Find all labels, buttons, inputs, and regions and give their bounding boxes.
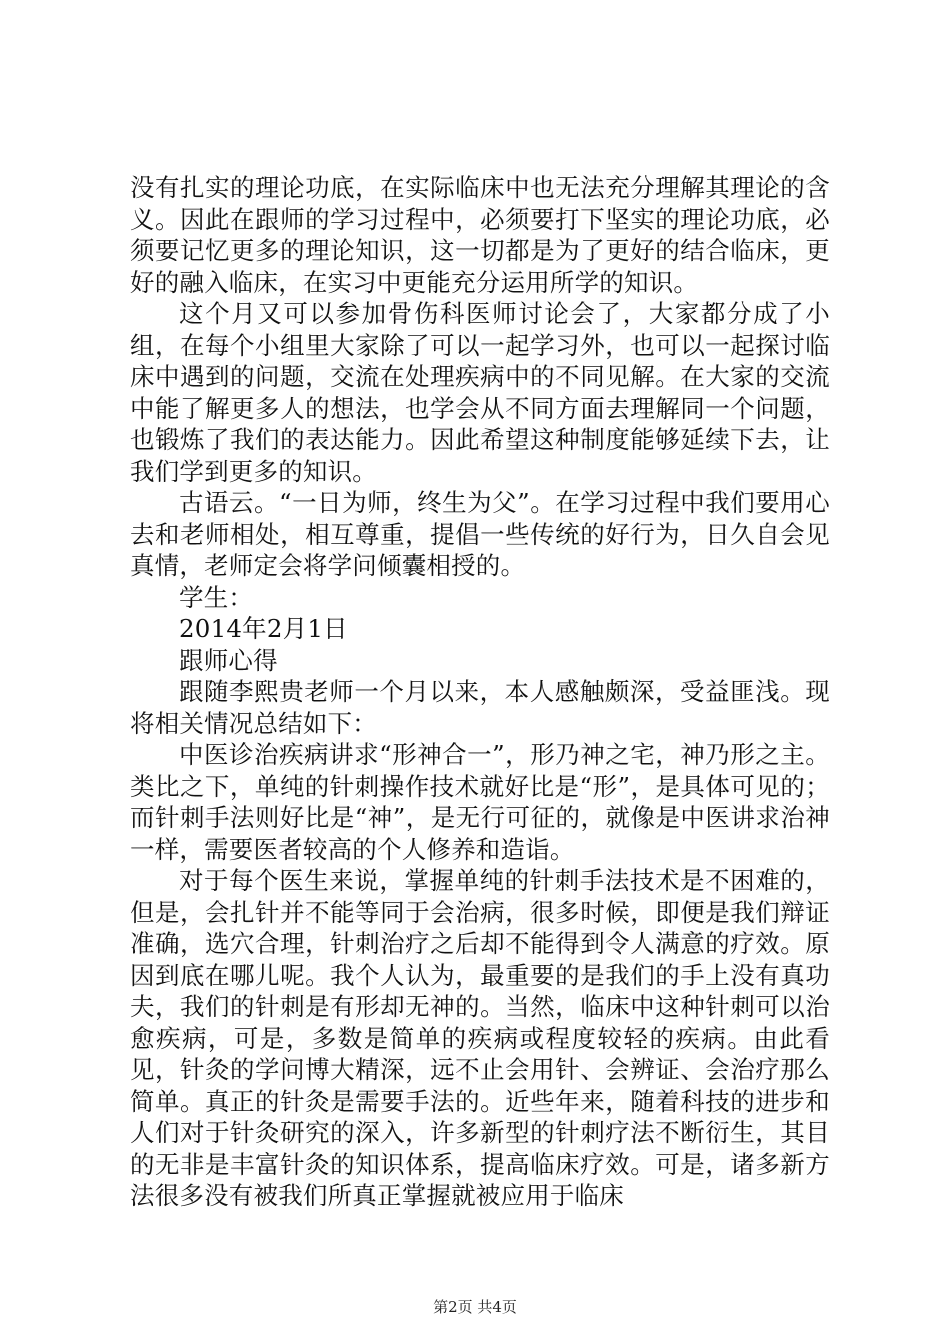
paragraph-3: 古语云。“一日为师，终生为父”。在学习过程中我们要用心去和老师相处，相互尊重，提倡一些传统的好行为，日久自会见真情，老师定会将学问倾囊相授的。 — [130, 488, 830, 580]
signature-student: 学生： — [179, 582, 254, 612]
document-body — [130, 172, 830, 1212]
paragraph-2: 这个月又可以参加骨伤科医师讨论会了，大家都分成了小组，在每个小组里大家除了可以一起学习外，也可以一起探讨临床中遇到的问题，交流在处理疾病中的不同见解。在大家的交流中能了解更多人的想法，也学会从不同方面去理解同一个问题，也锻炼了我们的表达能力。因此希望这种制度能够延续下去，让我们学到更多的知识。 — [130, 299, 830, 486]
paragraph-6: 对于每个医生来说，掌握单纯的针刺手法技术是不困难的，但是，会扎针并不能等同于会治病，很多时候，即便是我们辩证准确，选穴合理，针刺治疗之后却不能得到令人满意的疗效。原因到底在哪儿呢。我个人认为，最重要的是我们的手上没有真功夫，我们的针刺是有形却无神的。当然，临床中这种针刺可以治愈疾病，可是，多数是简单的疾病或程度较轻的疾病。由此看见，针灸的学问博大精深，远不止会用针、会辨证、会治疗那么简单。真正的针灸是需要手法的。近些年来，随着科技的进步和人们对于针灸研究的深入，许多新型的针刺疗法不断衍生，其目的无非是丰富针灸的知识体系，提高临床疗效。可是，诸多新方法很多没有被我们所真正掌握就被应用于临床 — [130, 866, 830, 1210]
paragraph-4: 跟随李熙贵老师一个月以来，本人感触颇深，受益匪浅。现将相关情况总结如下： — [130, 677, 830, 738]
paragraph-1: 没有扎实的理论功底，在实际临床中也无法充分理解其理论的含义。因此在跟师的学习过程中，必须要打下坚实的理论功底，必须要记忆更多的理论知识，这一切都是为了更好的结合临床，更好的融入临床，在实习中更能充分运用所学的知识。 — [130, 173, 830, 297]
signature-date: 2014年2月1日 — [179, 614, 348, 643]
page-footer: 第2页 共4页 — [433, 1298, 517, 1316]
section-title: 跟师心得 — [179, 645, 278, 675]
paragraph-5: 中医诊治疾病讲求“形神合一”，形乃神之宅，神乃形之主。类比之下，单纯的针刺操作技术就好比是“形”，是具体可见的；而针刺手法则好比是“神”，是无行可征的，就像是中医讲求治神一样，需要医者较高的个人修养和造诣。 — [130, 740, 830, 864]
